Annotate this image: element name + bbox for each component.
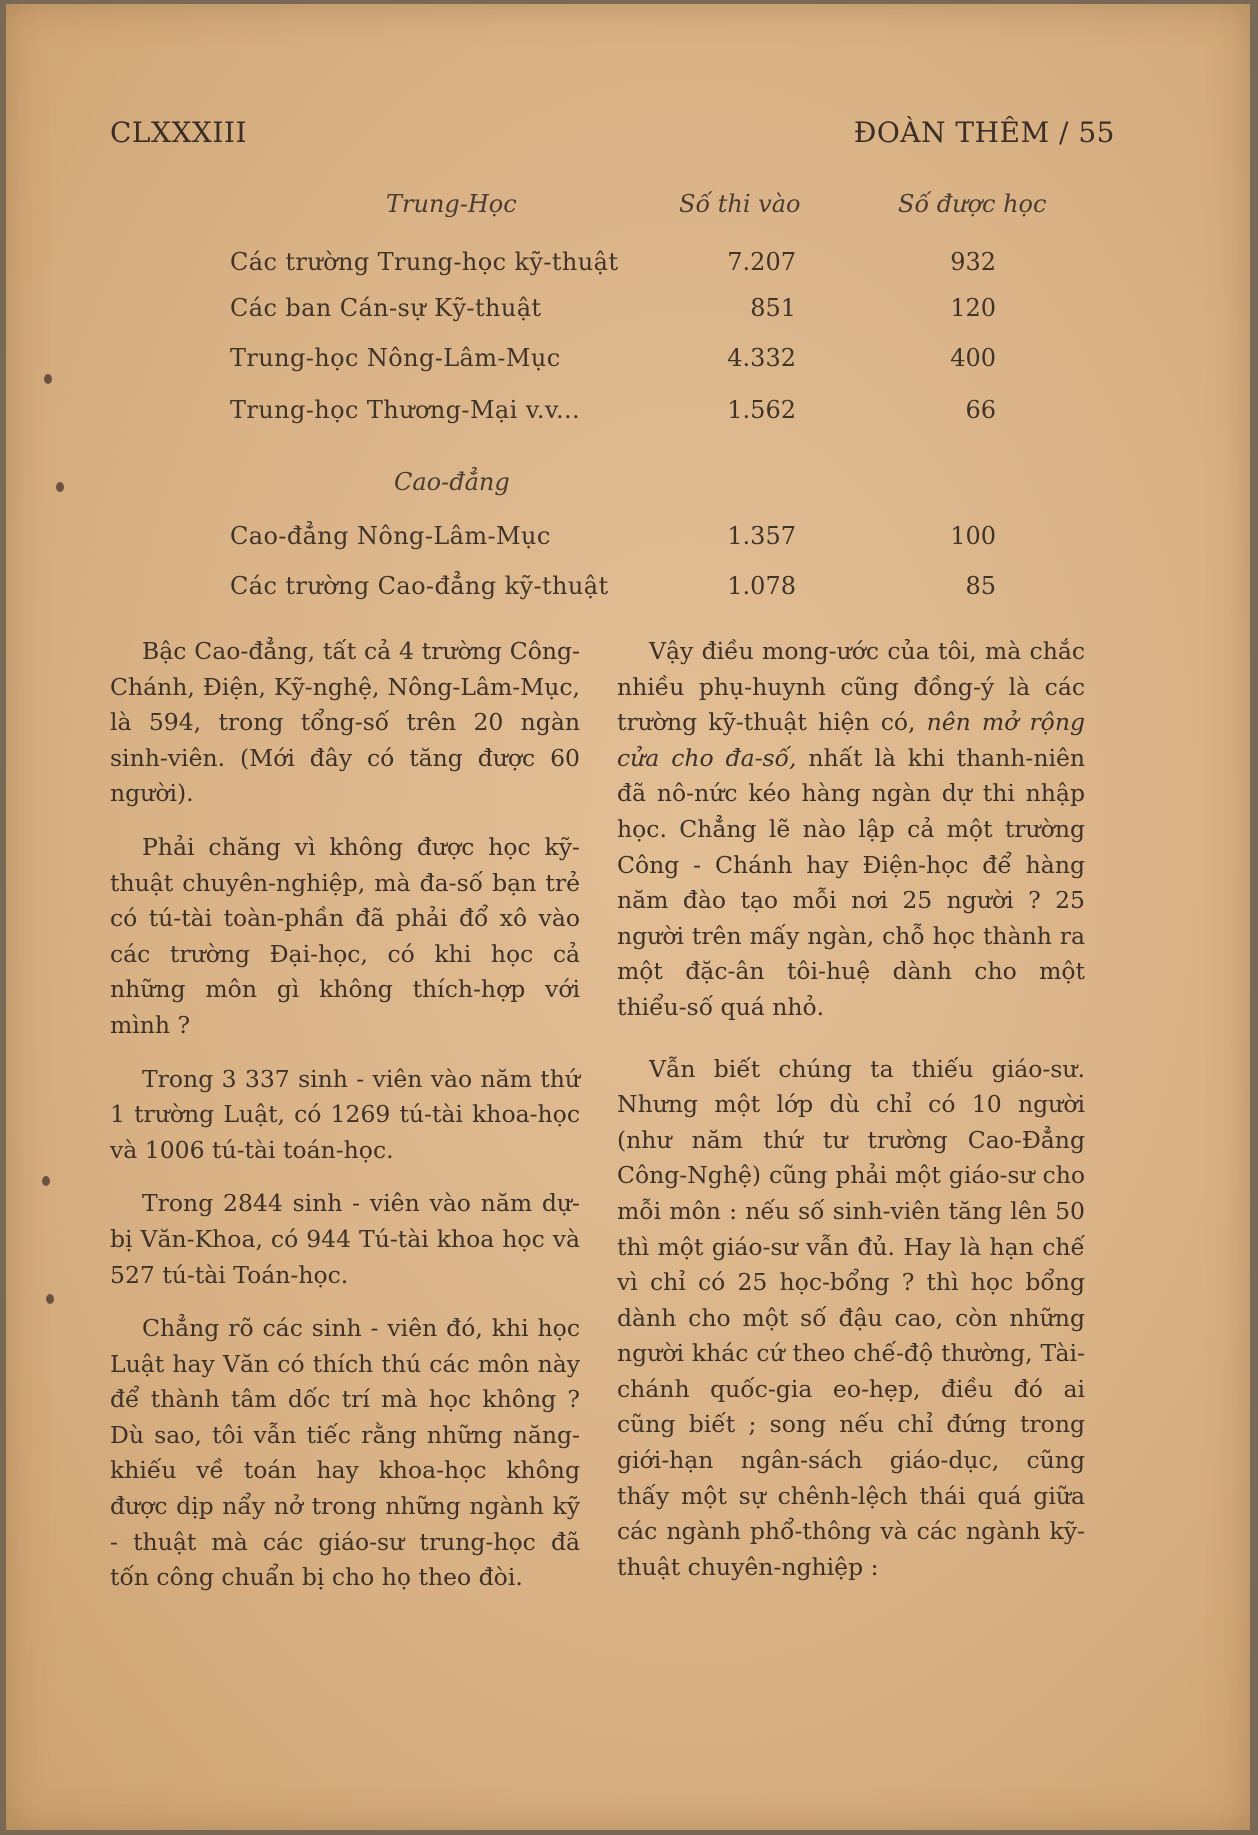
table-row-label: Các trường Trung-học kỹ-thuật [230,248,619,276]
table-cell-applicants: 4.332 [727,344,796,372]
table-row-label: Các trường Cao-đẳng kỹ-thuật [230,572,609,600]
page-header-left: CLXXXIII [110,116,247,149]
table-cell-admitted: 100 [950,522,996,550]
table-cell-applicants: 1.078 [727,572,796,600]
table-header-category: Trung-Học [386,190,517,218]
paragraph: Vẫn biết chúng ta thiếu giáo-sư. Nhưng một lớp dù chỉ có 10 người (như năm thứ tư trường Cao-Đẳng Công-Nghệ) cũng phải một giáo-sư cho mỗi môn : nếu số sinh-viên tăng lên 50 thì một giáo-sư vẫn đủ. Hay là hạn chế vì chỉ có 25 học-bổng ? thì học bổng dành cho một số đậu cao, còn những người khác cứ theo chế-độ thường, Tài-chánh quốc-gia eo-hẹp, điều đó ai cũng biết ; song nếu chỉ đứng trong giới-hạn ngân-sách giáo-dục, cũng thấy một sự chênh-lệch thái quá giữa các ngành phổ-thông và các ngành kỹ-thuật chuyên-nghiệp : [617,1054,1085,1581]
paper-blemish [42,1176,50,1186]
table-header-admitted: Số được học [898,190,1047,218]
table-row-label: Cao-đẳng Nông-Lâm-Mục [230,522,551,550]
table-cell-applicants: 7.207 [727,248,796,276]
right-text-column [617,634,1085,1603]
paragraph: Phải chăng vì không được học kỹ-thuật chuyên-nghiệp, mà đa-số bạn trẻ có tú-tài toàn-phần đã phải đổ xô vào các trường Đại-học, có khi học cả những môn gì không thích-hợp với mình ? [110,832,580,1039]
table-section-title: Cao-đẳng [394,468,510,496]
paragraph [617,634,1085,1026]
table-cell-applicants: 1.562 [727,396,796,424]
table-cell-admitted: 400 [950,344,996,372]
paper-blemish [56,482,64,492]
table-cell-admitted: 66 [965,396,996,424]
scanned-page [6,4,1250,1830]
table-row-label: Trung-học Thương-Mại v.v... [230,396,581,424]
left-text-column [110,634,580,1614]
table-row-label: Trung-học Nông-Lâm-Mục [230,344,561,372]
table-cell-admitted: 120 [950,294,996,322]
paragraph: Chẳng rõ các sinh - viên đó, khi học Luật hay Văn có thích thú các môn này để thành tâm dốc trí mà học không ? Dù sao, tôi vẫn tiếc rằng những năng-khiếu về toán hay khoa-học không được dịp nẩy nở trong những ngành kỹ - thuật mà các giáo-sư trung-học đã tốn công chuẩn bị cho họ theo đòi. [110,1314,580,1592]
table-header-applicants: Số thi vào [679,190,801,218]
paragraph-text: nhất là khi thanh-niên đã nô-nức kéo hàng ngàn dự thi nhập học. Chẳng lẽ nào lập cả một trường Công - Chánh hay Điện-học để hàng năm đào tạo mỗi nơi 25 người ? 25 người trên mấy ngàn, chỗ học thành ra một đặc-ân tôi-huệ dành cho một thiểu-số quá nhỏ. [617,743,1086,1021]
paragraph: Bậc Cao-đẳng, tất cả 4 trường Công-Chánh, Điện, Kỹ-nghệ, Nông-Lâm-Mục, là 594, trong tổng-số trên 20 ngàn sinh-viên. (Mới đây có tăng được 60 người). [110,637,580,808]
table-cell-admitted: 85 [965,572,996,600]
paragraph-emphasis: nên mở rộng cửa cho đa-số, [617,708,1086,772]
paragraph: Trong 3 337 sinh - viên vào năm thứ 1 trường Luật, có 1269 tú-tài khoa-học và 1006 tú-tài toán-học. [110,1064,580,1164]
paper-blemish [46,1294,54,1304]
paragraph: Trong 2844 sinh - viên vào năm dự-bị Văn-Khoa, có 944 Tú-tài khoa học và 527 tú-tài Toán-học. [110,1189,580,1289]
page-header-right: ĐOÀN THÊM / 55 [853,116,1115,149]
paragraph-text: Vậy điều mong-ước của tôi, mà chắc nhiều phụ-huynh cũng đồng-ý là các trường kỹ-thuật hiện có, [617,637,1085,737]
paper-blemish [44,374,52,384]
table-cell-admitted: 932 [950,248,996,276]
table-cell-applicants: 1.357 [727,522,796,550]
table-cell-applicants: 851 [750,294,796,322]
table-row-label: Các ban Cán-sự Kỹ-thuật [230,294,542,322]
